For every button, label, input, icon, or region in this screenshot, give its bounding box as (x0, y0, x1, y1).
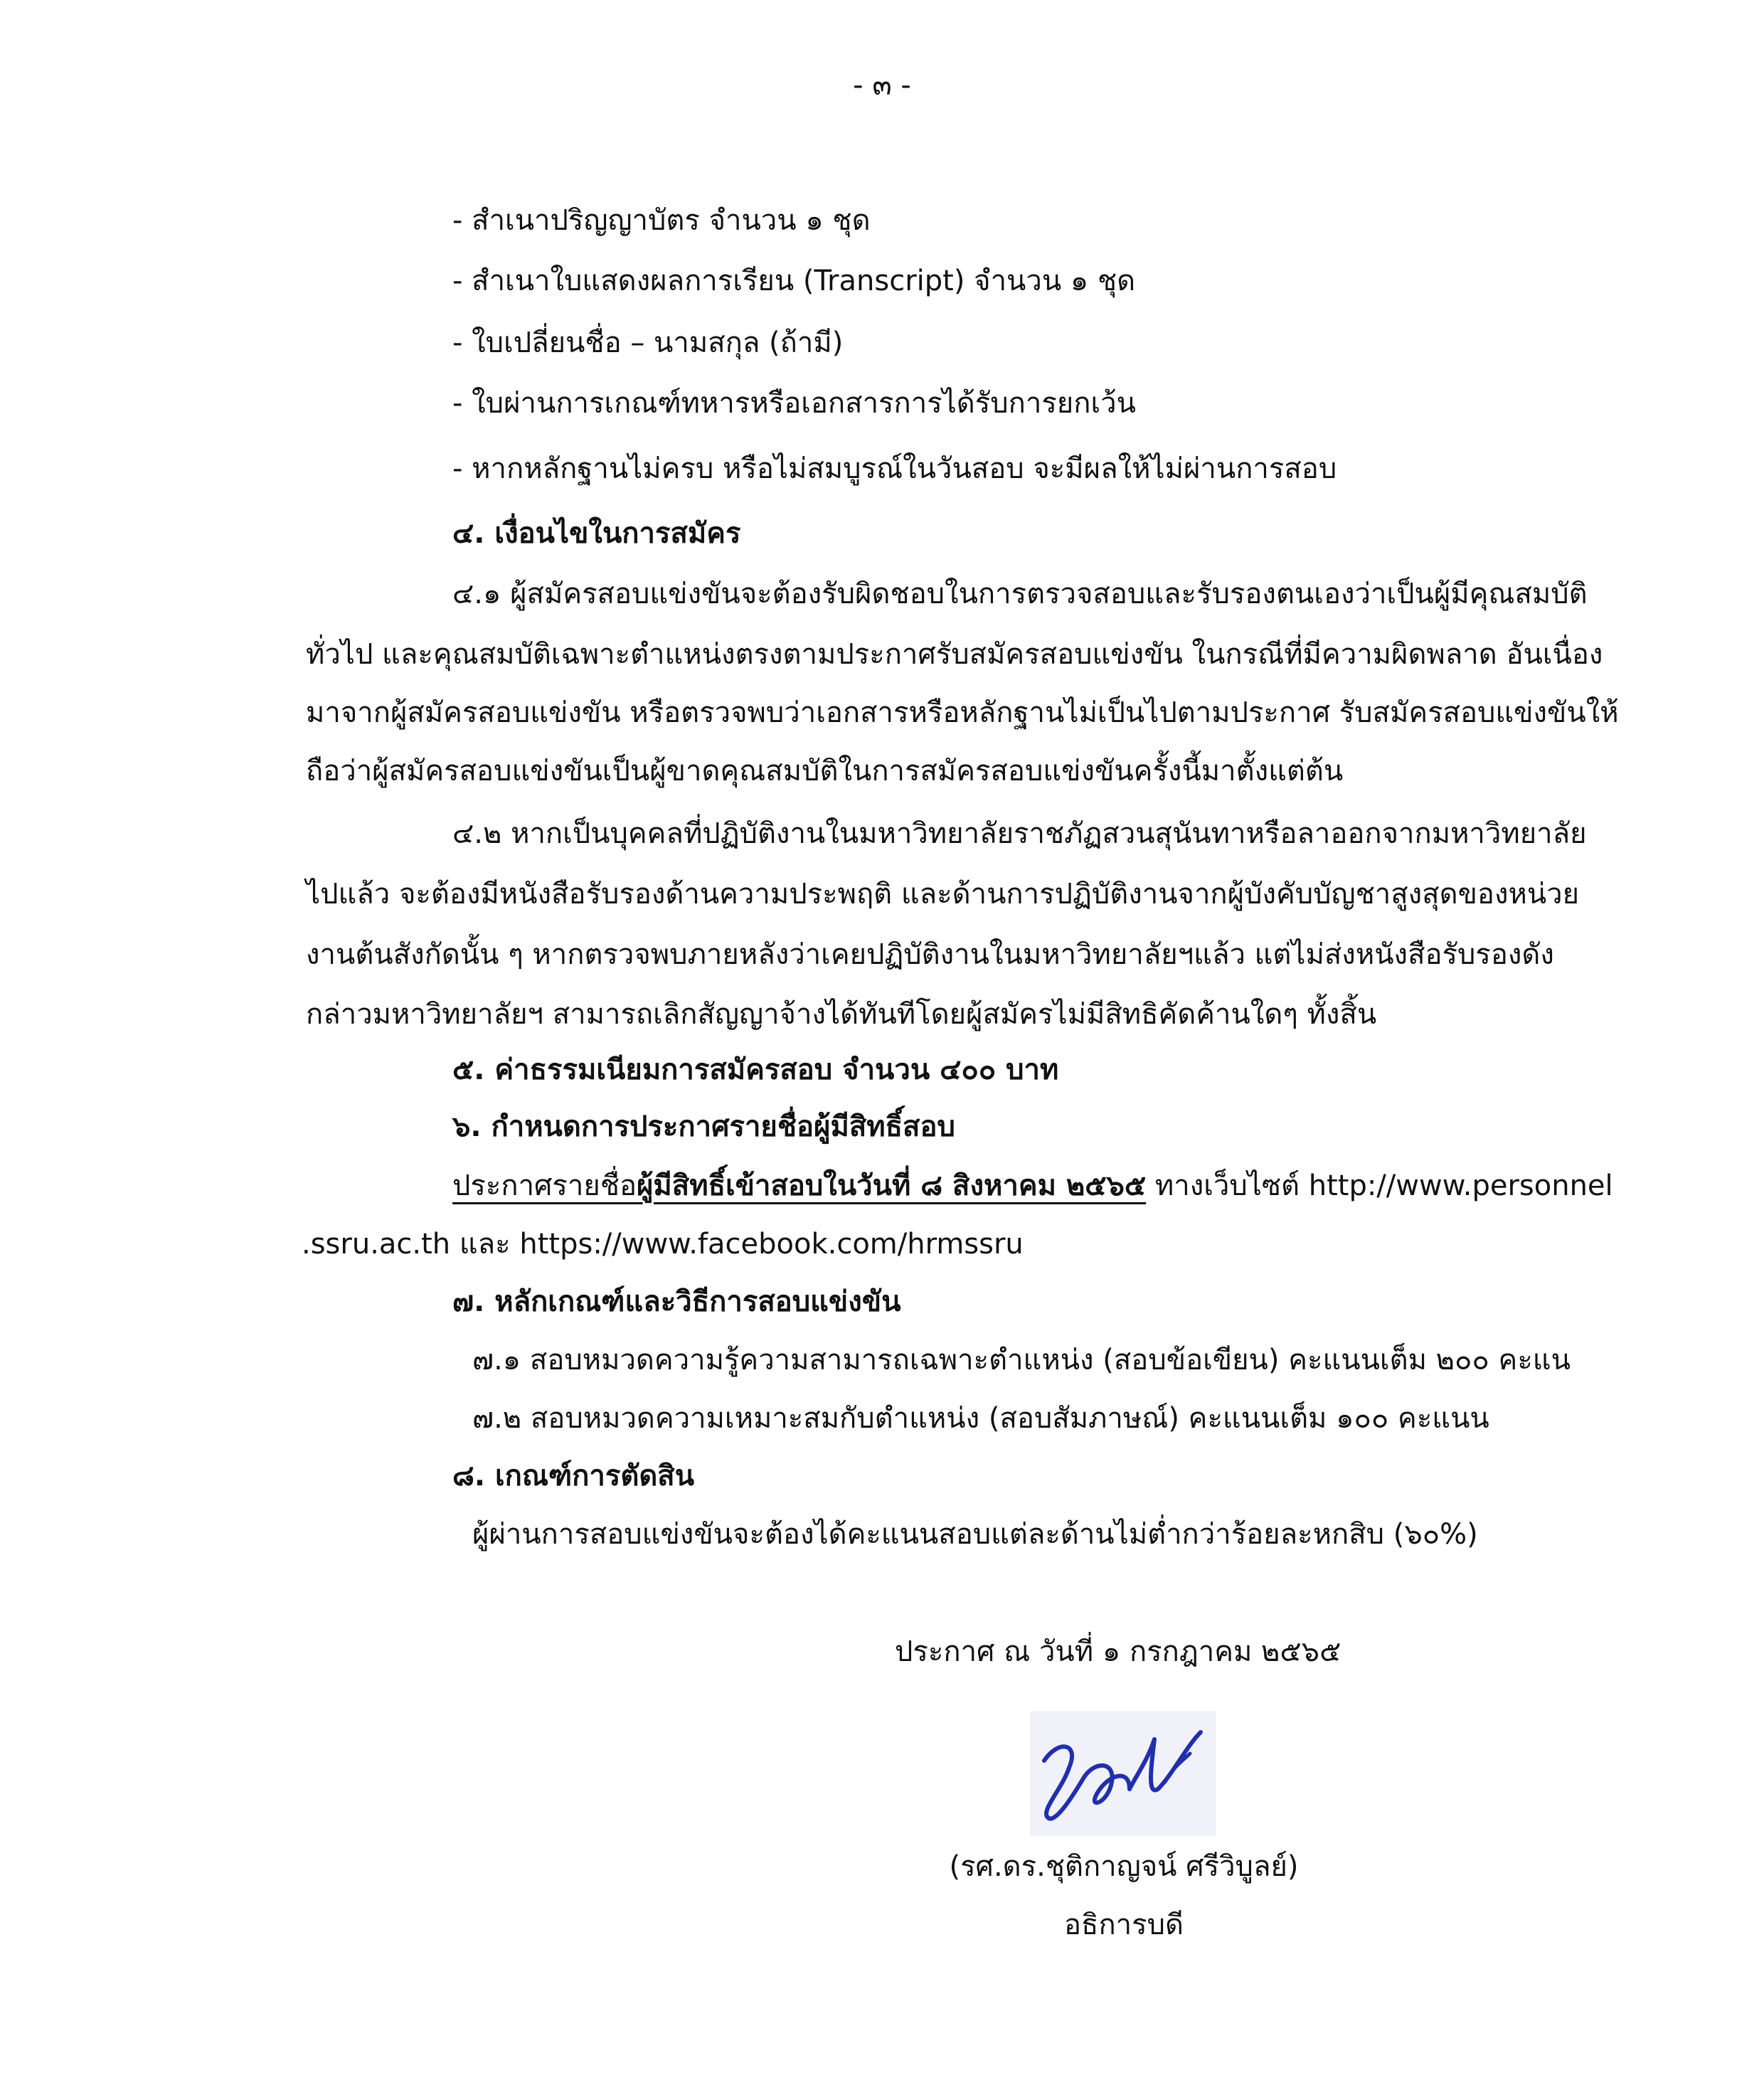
section-heading: ๗. หลักเกณฑ์และวิธีการสอบแข่งขัน (452, 1285, 901, 1318)
list-item: - สำเนาใบแสดงผลการเรียน (Transcript) จำนวน ๑ ชุด (452, 265, 1136, 297)
announcement-line (452, 1167, 1613, 1205)
underlined-date: ผู้มีสิทธิ์เข้าสอบในวันที่ ๘ สิงหาคม ๒๕๖๕ (636, 1169, 1147, 1202)
list-item: - ใบผ่านการเกณฑ์ทหารหรือเอกสารการได้รับการยกเว้น (452, 387, 1136, 420)
list-item: - สำเนาปริญญาบัตร จำนวน ๑ ชุด (452, 204, 871, 237)
paragraph-line: มาจากผู้สมัครสอบแข่งขัน หรือตรวจพบว่าเอกสารหรือหลักฐานไม่เป็นไปตามประกาศ รับสมัครสอบแข่งขันให้ (306, 696, 1619, 729)
list-item: - หากหลักฐานไม่ครบ หรือไม่สมบูรณ์ในวันสอบ จะมีผลให้ไม่ผ่านการสอบ (452, 452, 1337, 485)
paragraph-line: ทั่วไป และคุณสมบัติเฉพาะตำแหน่งตรงตามประกาศรับสมัครสอบแข่งขัน ในกรณีที่มีความผิดพลาด อันเนื่อง (306, 638, 1603, 671)
paragraph-line: กล่าวมหาวิทยาลัยฯ สามารถเลิกสัญญาจ้างได้ทันทีโดยผู้สมัครไม่มีสิทธิคัดค้านใดๆ ทั้งสิ้น (306, 998, 1377, 1031)
announcement-date: ประกาศ ณ วันที่ ๑ กรกฎาคม ๒๕๖๕ (895, 1635, 1341, 1668)
section-heading: ๖. กำหนดการประกาศรายชื่อผู้มีสิทธิ์สอบ (452, 1110, 955, 1143)
paragraph-line: ถือว่าผู้สมัครสอบแข่งขันเป็นผู้ขาดคุณสมบัติในการสมัครสอบแข่งขันครั้งนี้มาตั้งแต่ต้น (306, 755, 1344, 787)
paragraph-line: ๔.๑ ผู้สมัครสอบแข่งขันจะต้องรับผิดชอบในการตรวจสอบและรับรองตนเองว่าเป็นผู้มีคุณสมบัติ (452, 578, 1588, 610)
page-number: - ๓ - (853, 69, 911, 102)
list-item: - ใบเปลี่ยนชื่อ – นามสกุล (ถ้ามี) (452, 327, 844, 359)
website-text: ทางเว็บไซต์ http://www.personnel (1146, 1169, 1613, 1202)
criteria-item: ๗.๑ สอบหมวดความรู้ความสามารถเฉพาะตำแหน่ง (สอบข้อเขียน) คะแนนเต็ม ๒๐๐ คะแน (472, 1344, 1571, 1376)
underlined-text: ประกาศรายชื่อ (452, 1169, 637, 1202)
section-heading: ๕. ค่าธรรมเนียมการสมัครสอบ จำนวน ๔๐๐ บาท (452, 1054, 1059, 1086)
paragraph-line: ไปแล้ว จะต้องมีหนังสือรับรองด้านความประพฤติ และด้านการปฏิบัติงานจากผู้บังคับบัญชาสูงสุดของหน่วย (306, 878, 1580, 911)
signature-icon (1030, 1711, 1216, 1836)
section-heading: ๘. เกณฑ์การตัดสิน (452, 1460, 695, 1492)
website-links: .ssru.ac.th และ https://www.facebook.com/hrmssru (302, 1228, 1024, 1261)
signature-image (1030, 1711, 1216, 1836)
criteria-item: ๗.๒ สอบหมวดความเหมาะสมกับตำแหน่ง (สอบสัมภาษณ์) คะแนนเต็ม ๑๐๐ คะแนน (472, 1402, 1489, 1435)
paragraph-line: ๔.๒ หากเป็นบุคคลที่ปฏิบัติงานในมหาวิทยาลัยราชภัฏสวนสุนันทาหรือลาออกจากมหาวิทยาลัย (452, 817, 1587, 850)
section-heading: ๔. เงื่อนไขในการสมัคร (452, 517, 741, 550)
signer-title: อธิการบดี (1064, 1909, 1184, 1941)
paragraph-line: งานต้นสังกัดนั้น ๆ หากตรวจพบภายหลังว่าเคยปฏิบัติงานในมหาวิทยาลัยฯแล้ว แต่ไม่ส่งหนังสือรับรองดัง (306, 938, 1554, 971)
signer-name: (รศ.ดร.ชุติกาญจน์ ศรีวิบูลย์) (949, 1850, 1299, 1883)
judgement-text: ผู้ผ่านการสอบแข่งขันจะต้องได้คะแนนสอบแต่ละด้านไม่ต่ำกว่าร้อยละหกสิบ (๖๐%) (472, 1518, 1478, 1551)
